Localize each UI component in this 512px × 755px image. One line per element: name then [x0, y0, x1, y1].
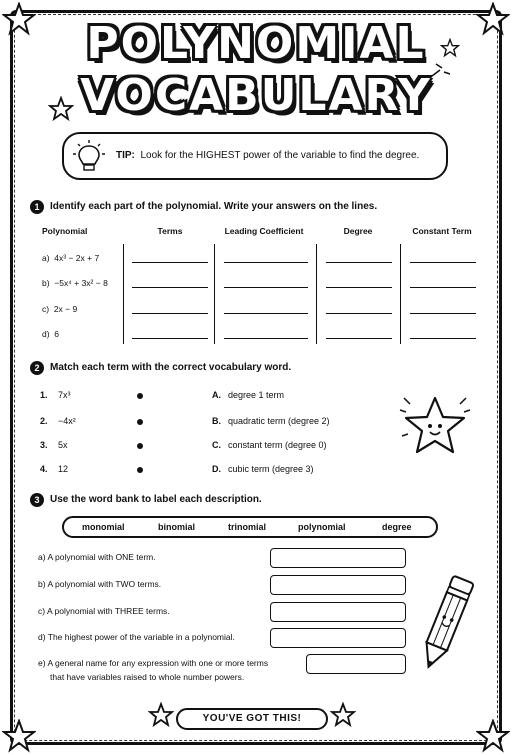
answer-line-degree[interactable] — [326, 262, 392, 263]
section-1-title: Identify each part of the polynomial. Write your answers on the lines. — [50, 201, 378, 212]
section-3-title: Use the word bank to label each description. — [50, 494, 262, 505]
smiling-star-icon — [396, 388, 474, 462]
column-divider — [214, 244, 215, 344]
section-2-title: Match each term with the correct vocabulary word. — [50, 362, 292, 373]
column-divider — [316, 244, 317, 344]
lightbulb-icon — [70, 138, 108, 174]
polynomial-row-d: d) 6 — [42, 329, 60, 339]
match-term-1: 1. 7x³ — [40, 390, 71, 400]
match-dot[interactable] — [137, 419, 143, 425]
description-e-line-2: that have variables raised to whole number powers. — [50, 672, 245, 682]
column-divider — [123, 244, 124, 344]
answer-line-terms[interactable] — [132, 287, 208, 288]
title-line-1: POLYNOMIAL — [86, 18, 426, 69]
column-header-terms: Terms — [157, 226, 183, 236]
match-dot[interactable] — [137, 467, 143, 473]
answer-line-degree[interactable] — [326, 313, 392, 314]
answer-box-a[interactable] — [270, 548, 406, 568]
match-option-c: C. constant term (degree 0) — [212, 440, 327, 450]
description-b: b) A polynomial with TWO terms. — [38, 579, 162, 589]
answer-box-c[interactable] — [270, 602, 406, 622]
answer-line-terms[interactable] — [132, 262, 208, 263]
star-doodle-icon — [148, 702, 174, 728]
answer-line-leading-coefficient[interactable] — [224, 287, 308, 288]
column-divider — [400, 244, 401, 344]
smiling-pencil-icon — [412, 570, 478, 682]
answer-line-terms[interactable] — [132, 313, 208, 314]
star-doodle-icon — [330, 702, 356, 728]
polynomial-row-a: a) 4x³ − 2x + 7 — [42, 253, 100, 263]
answer-line-degree[interactable] — [326, 287, 392, 288]
description-a: a) A polynomial with ONE term. — [38, 552, 156, 562]
answer-line-constant-term[interactable] — [410, 313, 476, 314]
word-bank-binomial: binomial — [158, 522, 196, 532]
answer-line-terms[interactable] — [132, 338, 208, 339]
star-doodle-icon — [440, 38, 460, 58]
description-e-line-1: e) A general name for any expression with one or more terms — [38, 658, 269, 668]
answer-line-leading-coefficient[interactable] — [224, 338, 308, 339]
corner-star-icon — [2, 719, 36, 753]
column-header-polynomial: Polynomial — [42, 226, 88, 236]
word-bank-trinomial: trinomial — [228, 522, 267, 532]
sparkle-lines-icon — [430, 62, 452, 78]
answer-line-degree[interactable] — [326, 338, 392, 339]
match-term-3: 3. 5x — [40, 440, 68, 450]
encouragement-banner: YOU'VE GOT THIS! — [176, 708, 328, 730]
word-bank-polynomial: polynomial — [298, 522, 346, 532]
answer-line-leading-coefficient[interactable] — [224, 313, 308, 314]
star-doodle-icon — [48, 96, 74, 122]
match-term-2: 2. −4x² — [40, 416, 76, 426]
word-bank-degree: degree — [382, 522, 412, 532]
match-term-4: 4. 12 — [40, 464, 69, 474]
column-header-constant-term: Constant Term — [412, 226, 472, 236]
description-d: d) The highest power of the variable in a polynomial. — [38, 632, 235, 642]
polynomial-row-b: b) −5x⁴ + 3x² − 8 — [42, 278, 108, 288]
answer-line-constant-term[interactable] — [410, 262, 476, 263]
match-option-d: D. cubic term (degree 3) — [212, 464, 314, 474]
answer-line-constant-term[interactable] — [410, 287, 476, 288]
description-c: c) A polynomial with THREE terms. — [38, 606, 170, 616]
section-1-number: 1 — [30, 200, 44, 214]
answer-box-b[interactable] — [270, 575, 406, 595]
tip-text: TIP: Look for the HIGHEST power of the variable to find the degree. — [116, 150, 420, 161]
answer-box-e[interactable] — [306, 654, 406, 674]
match-dot[interactable] — [137, 393, 143, 399]
match-dot[interactable] — [137, 443, 143, 449]
section-2-number: 2 — [30, 361, 44, 375]
title-line-2: VOCABULARY — [80, 70, 432, 121]
polynomial-row-c: c) 2x − 9 — [42, 304, 78, 314]
column-header-leading-coefficient: Leading Coefficient — [224, 226, 304, 236]
match-option-a: A. degree 1 term — [212, 390, 285, 400]
column-header-degree: Degree — [343, 226, 373, 236]
corner-star-icon — [476, 719, 510, 753]
answer-line-constant-term[interactable] — [410, 338, 476, 339]
answer-line-leading-coefficient[interactable] — [224, 262, 308, 263]
word-bank-monomial: monomial — [82, 522, 125, 532]
section-3-number: 3 — [30, 493, 44, 507]
answer-box-d[interactable] — [270, 628, 406, 648]
match-option-b: B. quadratic term (degree 2) — [212, 416, 330, 426]
